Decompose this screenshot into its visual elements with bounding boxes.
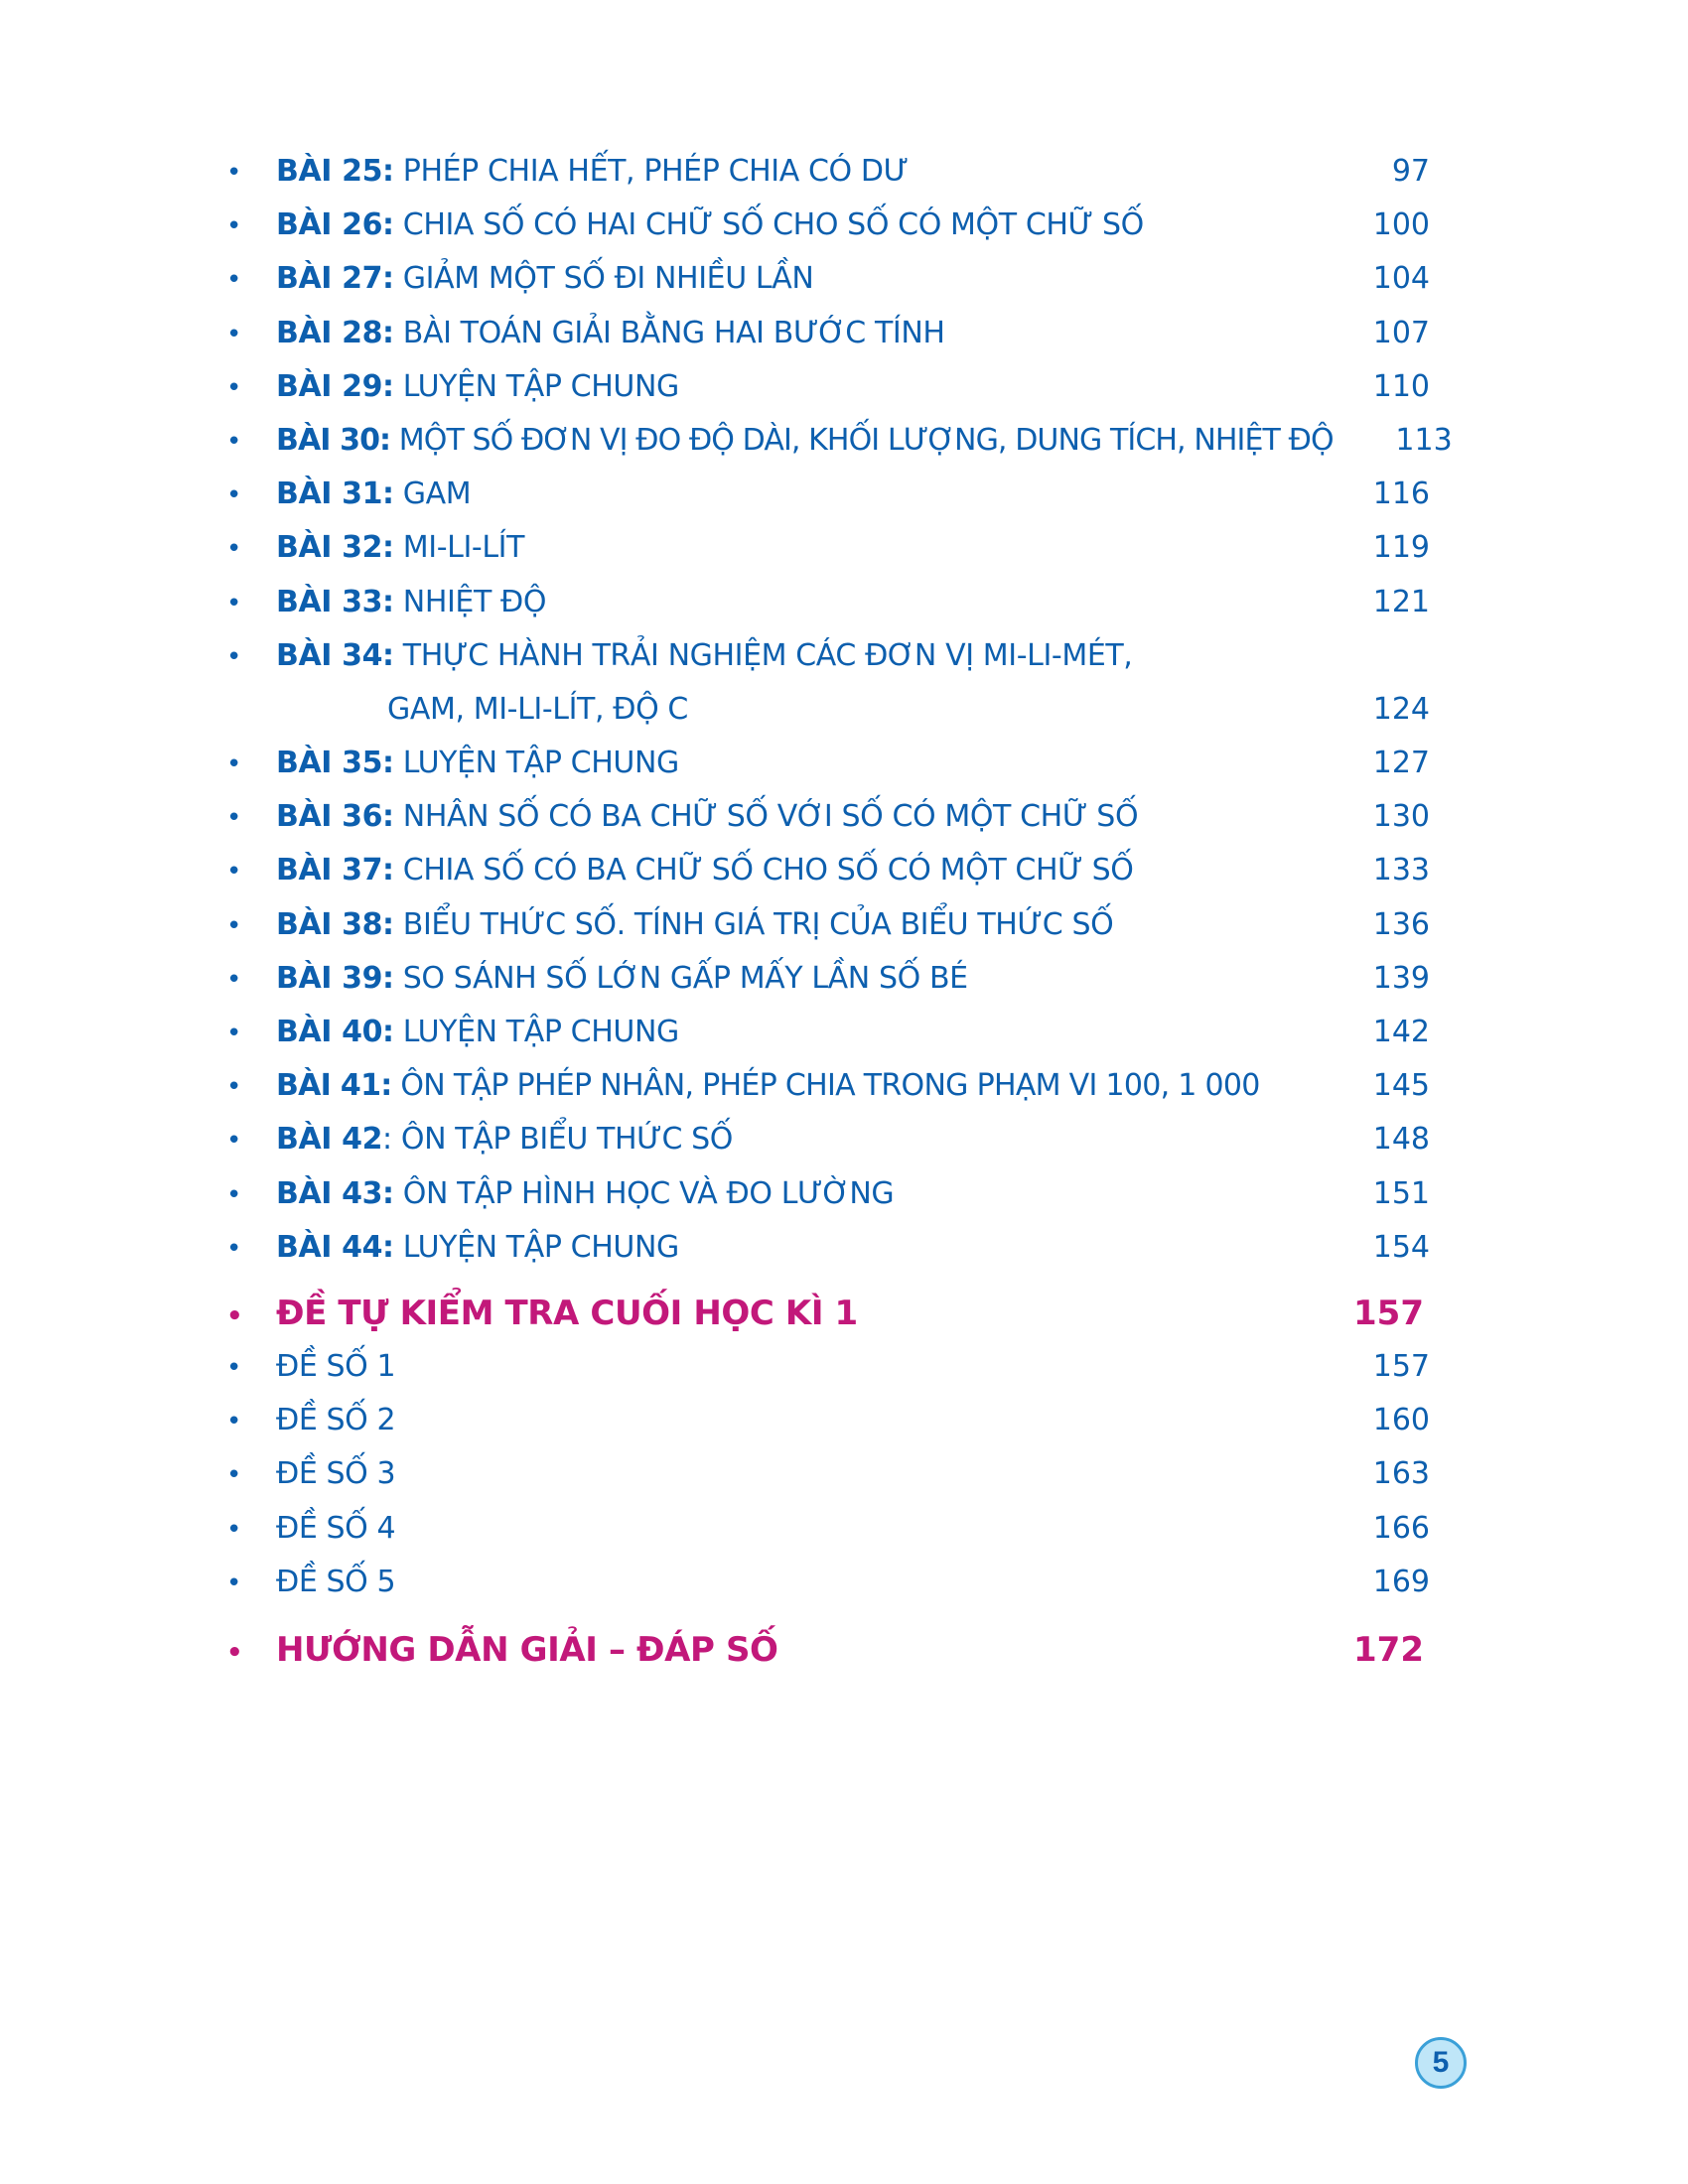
page-reference: 157: [1372, 1348, 1430, 1384]
toc-entry[interactable]: [226, 629, 1430, 683]
lesson-title: GAM, MI-LI-LÍT, ĐỘ C: [387, 691, 688, 727]
toc-entry-exam[interactable]: [226, 1447, 1430, 1501]
lesson-label: BÀI 35:: [276, 746, 394, 781]
lesson-label: BÀI 29:: [276, 368, 394, 404]
page-reference: 148: [1372, 1122, 1430, 1158]
lesson-title: LUYỆN TẬP CHUNG: [393, 368, 679, 404]
lesson-title: GAM: [393, 477, 472, 512]
page-reference: 104: [1372, 261, 1430, 297]
bullet-icon: [226, 1395, 276, 1448]
toc-entry[interactable]: [226, 521, 1430, 575]
toc-entry[interactable]: [226, 1221, 1430, 1275]
lesson-title: LUYỆN TẬP CHUNG: [393, 1015, 679, 1049]
exam-title: ĐỀ SỐ 1: [276, 1348, 396, 1384]
bullet-icon: [226, 791, 276, 845]
toc-entry[interactable]: [226, 468, 1430, 521]
lesson-title: : ÔN TẬP BIỂU THỨC SỐ: [382, 1122, 733, 1158]
bullet-icon: [226, 1448, 276, 1502]
bullet-icon: [226, 146, 276, 200]
exam-title: ĐỀ SỐ 2: [276, 1403, 396, 1438]
toc-entry[interactable]: [226, 199, 1430, 252]
bullet-icon: [226, 1114, 276, 1167]
toc-entry[interactable]: [226, 737, 1430, 790]
page-reference: 107: [1372, 315, 1430, 350]
toc-entry[interactable]: [226, 1006, 1430, 1059]
toc-section-exams[interactable]: [226, 1287, 1430, 1340]
lesson-title: LUYỆN TẬP CHUNG: [393, 1229, 679, 1265]
toc-entry[interactable]: [226, 844, 1430, 897]
lesson-title: MI-LI-LÍT: [393, 530, 525, 566]
page-reference: 151: [1372, 1175, 1430, 1211]
page-reference: 127: [1372, 746, 1430, 781]
lesson-label: BÀI 42: [276, 1122, 383, 1158]
bullet-icon: [226, 1290, 276, 1343]
bullet-icon: [226, 308, 276, 361]
lesson-label: BÀI 44:: [276, 1229, 394, 1265]
lesson-label: BÀI 40:: [276, 1015, 394, 1049]
lesson-label: BÀI 25:: [276, 154, 394, 189]
lesson-title: THỰC HÀNH TRẢI NGHIỆM CÁC ĐƠN VỊ MI-LI-MÉT,: [393, 637, 1133, 673]
lesson-label: BÀI 28:: [276, 315, 394, 350]
page-reference: 121: [1372, 584, 1430, 619]
toc-entry-continuation[interactable]: [226, 683, 1430, 737]
toc-entry-exam[interactable]: [226, 1502, 1430, 1556]
lesson-label: BÀI 26:: [276, 207, 394, 243]
lesson-title: BÀI TOÁN GIẢI BẰNG HAI BƯỚC TÍNH: [393, 315, 945, 350]
lesson-title: NHIỆT ĐỘ: [393, 584, 547, 619]
lesson-label: BÀI 41:: [276, 1068, 392, 1104]
lesson-title: NHÂN SỐ CÓ BA CHỮ SỐ VỚI SỐ CÓ MỘT CHỮ SỐ: [393, 799, 1139, 835]
bullet-icon: [226, 522, 276, 576]
toc-entry[interactable]: [226, 307, 1430, 360]
page-reference: 145: [1372, 1068, 1430, 1104]
bullet-icon: [226, 469, 276, 522]
lesson-title: CHIA SỐ CÓ HAI CHỮ SỐ CHO SỐ CÓ MỘT CHỮ SỐ: [393, 207, 1144, 243]
lesson-label: BÀI 39:: [276, 960, 394, 996]
toc-entry-exam[interactable]: [226, 1394, 1430, 1447]
toc-entry[interactable]: [226, 145, 1430, 199]
page-reference: 116: [1372, 477, 1430, 512]
lesson-title: MỘT SỐ ĐƠN VỊ ĐO ĐỘ DÀI, KHỐI LƯỢNG, DUNG TÍCH, NHIỆT ĐỘ: [390, 422, 1334, 458]
toc-entry-exam[interactable]: [226, 1556, 1430, 1609]
page-reference: 133: [1372, 853, 1430, 888]
bullet-icon: [226, 1007, 276, 1060]
page-reference: 169: [1372, 1564, 1430, 1599]
page-reference: 166: [1372, 1510, 1430, 1546]
exam-title: ĐỀ SỐ 5: [276, 1564, 396, 1599]
bullet-icon: [226, 200, 276, 253]
bullet-icon: [226, 1557, 276, 1610]
bullet-icon: [226, 738, 276, 791]
lesson-label: BÀI 37:: [276, 853, 394, 888]
toc-section-answers[interactable]: [226, 1623, 1430, 1677]
bullet-icon: [226, 899, 276, 953]
lesson-title: GIẢM MỘT SỐ ĐI NHIỀU LẦN: [393, 261, 814, 297]
toc-entry[interactable]: [226, 790, 1430, 844]
page-reference: 119: [1372, 530, 1430, 566]
lesson-label: BÀI 36:: [276, 799, 394, 835]
bullet-icon: [226, 253, 276, 307]
page-reference: 172: [1353, 1629, 1424, 1670]
toc-entry[interactable]: [226, 898, 1430, 952]
section-title: ĐỀ TỰ KIỂM TRA CUỐI HỌC KÌ 1: [276, 1293, 858, 1333]
lesson-label: BÀI 31:: [276, 477, 394, 512]
bullet-icon: [226, 1168, 276, 1222]
page-reference: 163: [1372, 1456, 1430, 1492]
bullet-icon: [226, 1626, 276, 1680]
bullet-icon: [226, 953, 276, 1007]
page-reference: 124: [1372, 691, 1430, 727]
toc-entry[interactable]: [226, 252, 1430, 306]
lesson-title: LUYỆN TẬP CHUNG: [393, 746, 679, 781]
lesson-title: BIỂU THỨC SỐ. TÍNH GIÁ TRỊ CỦA BIỂU THỨC SỐ: [393, 906, 1114, 942]
page-reference: 157: [1353, 1293, 1424, 1333]
lesson-label: BÀI 33:: [276, 584, 394, 619]
page-reference: 136: [1372, 906, 1430, 942]
bullet-icon: [226, 1341, 276, 1395]
toc-entry[interactable]: [226, 1059, 1430, 1113]
lesson-label: BÀI 43:: [276, 1175, 394, 1211]
lesson-label: BÀI 32:: [276, 530, 394, 566]
page-reference: 110: [1372, 368, 1430, 404]
toc-entry[interactable]: [226, 414, 1453, 468]
page-number-badge: 5: [1415, 2037, 1467, 2089]
page-reference: 142: [1372, 1015, 1430, 1049]
bullet-icon: [226, 577, 276, 630]
toc-entry[interactable]: [226, 576, 1430, 629]
page-reference: 139: [1372, 960, 1430, 996]
toc-entry[interactable]: [226, 952, 1430, 1006]
page-reference: 130: [1372, 799, 1430, 835]
bullet-icon: [226, 1060, 276, 1114]
toc-entry-exam[interactable]: [226, 1340, 1430, 1394]
lesson-title: PHÉP CHIA HẾT, PHÉP CHIA CÓ DƯ: [393, 154, 909, 189]
lesson-title: ÔN TẬP HÌNH HỌC VÀ ĐO LƯỜNG: [393, 1175, 895, 1211]
bullet-icon: [226, 1222, 276, 1276]
lesson-title: ÔN TẬP PHÉP NHÂN, PHÉP CHIA TRONG PHẠM VI 100, 1 000: [391, 1068, 1260, 1104]
bullet-icon: [226, 1503, 276, 1557]
bullet-icon: [226, 415, 276, 469]
exam-title: ĐỀ SỐ 4: [276, 1510, 396, 1546]
page-reference: 154: [1372, 1229, 1430, 1265]
section-title: HƯỚNG DẪN GIẢI – ĐÁP SỐ: [276, 1629, 778, 1670]
toc-entry[interactable]: [226, 1113, 1430, 1166]
lesson-label: BÀI 34:: [276, 637, 394, 673]
page-reference: 97: [1391, 154, 1430, 189]
page-reference: 113: [1395, 422, 1453, 458]
bullet-icon: [226, 361, 276, 415]
toc-entry[interactable]: [226, 360, 1430, 414]
lesson-title: SO SÁNH SỐ LỚN GẤP MẤY LẦN SỐ BÉ: [393, 960, 968, 996]
bullet-icon: [226, 845, 276, 898]
exam-title: ĐỀ SỐ 3: [276, 1456, 396, 1492]
page-reference: 100: [1372, 207, 1430, 243]
page-reference: 160: [1372, 1403, 1430, 1438]
lesson-label: BÀI 38:: [276, 906, 394, 942]
lesson-label: BÀI 30:: [276, 422, 391, 458]
table-of-contents: [226, 145, 1453, 1677]
lesson-label: BÀI 27:: [276, 261, 394, 297]
toc-entry[interactable]: [226, 1167, 1430, 1221]
bullet-icon: [226, 630, 276, 684]
lesson-title: CHIA SỐ CÓ BA CHỮ SỐ CHO SỐ CÓ MỘT CHỮ SỐ: [393, 853, 1134, 888]
